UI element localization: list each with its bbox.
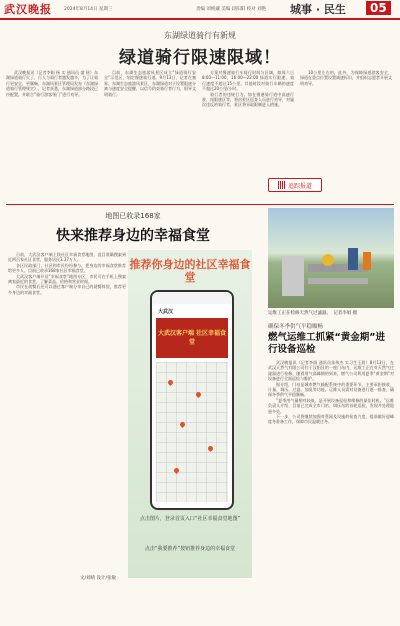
issue-date: 2024年8月14日 星期三 [64, 7, 113, 12]
lead-headline: 绿道骑行限速限域！ [119, 48, 281, 68]
lead-kicker: 东湖绿道骑行有新规 [164, 31, 236, 40]
article-paragraph: 武汉晚报讯（记者李娟 通讯员朱伟杰 实习生王晨）8月13日，在武汉天然气有限公司位于汉阳区的一座门站内，运维工正在对天然气过滤器进行检修。随着用气高峰期的到来，燃气公司利用夏季“黄金期”对设备进行全面巡检与维护。 [268, 360, 394, 382]
article-paragraph: 各区民政部门，社区和市民纷纷参与，把身边的幸福食堂推荐给更多人。目前已收录168家社区幸福食堂。 [8, 262, 126, 274]
lead-paragraph: 武汉晚报讯（记者李娟 杨 实 通讯员 童 瑶）东湖绿道骑行火了，行人与骑行者越发越多，为了让骑行更安全、更顺畅，东湖风景区管理局发布《东湖绿道骑行管理规定》，记者获悉，东湖绿道部分路段已经配置，并联合“骑行游客领门”进行劝导。 [6, 70, 98, 97]
app-name: 大武汉 [158, 309, 174, 315]
poster-title: 推荐你身边的社区幸福食堂 [129, 258, 251, 284]
map-headline: 快来推荐身边的幸福食堂 [56, 228, 210, 244]
article-paragraph: 下一步，公司将继续加强对管网及设施的检查力度，提前做好迎峰度冬准备工作，保障市民温暖过冬。 [268, 414, 394, 425]
follow-up-label: 追踪报道 [287, 182, 312, 190]
lead-paragraph: 方案对慢速骑行车骑行时间与区域，如周六日8:00—11:00、16:00—22:00 绿道实行限速，骑行速度不超过15公里。其他时段对骑行车辆的速度不超过20公里/小时。 [202, 70, 294, 92]
poster-caption: 点击“我要推荐”按钮推荐身边的幸福食堂 [144, 546, 236, 552]
header-rule [0, 18, 400, 20]
article-paragraph: 市民在就餐后还可以通过客户端分享自己的就餐体验，推荐更多身边的幸福食堂。 [8, 284, 126, 295]
photo-caption: 运维工正在检修天然气过滤器。 记者李娟 摄 [268, 311, 358, 316]
map-kicker: 地图已收录168家 [105, 212, 161, 220]
lead-column [6, 70, 98, 200]
lead-column [104, 70, 196, 200]
lead-paragraph: 骑行者的违规行为，如在慢速骑行道中高速行驶、闯限速区等，将由景区巡查人员进行劝导，对屡次违反的骑行者，景区将采取限制进入措施。 [202, 91, 294, 108]
lead-paragraph: 10公里左右的，此外，为保障绿道游客安全，绿道在重点位置设置减速标识，并组织志愿者开展文明劝导。 [300, 70, 392, 86]
map-pin-icon[interactable] [173, 467, 180, 474]
lead-body [6, 70, 396, 200]
poster-caption: 点击图片，登录首页入口“社区幸福食堂地图” [139, 516, 241, 522]
map-pin-icon[interactable] [167, 379, 174, 386]
phone-status-bar [152, 292, 232, 304]
follow-up-qr-button[interactable] [268, 178, 322, 192]
editor-credits: 责编 刘焕藏 美编 段阳阳 校对 刘艳 [196, 7, 267, 12]
article-paragraph: “夏季用气量相对较低，是开展设备巡检和维修的最佳时机。”运维负责人介绍，目前已完成全市门站、调压站的首轮巡检，发现并处理隐患多处。 [268, 397, 394, 414]
app-promo-poster [128, 250, 252, 578]
lead-paragraph: 目前，东湖生态旅游风景区成立“绿道骑行安全”示范区，划定慢速骑行道。9月13日，记者在塞界、东湖生态旅游风景区，东湖绿道对于设置限速分离与速度安全提醒，以信号约束骑行者行为，倡导文明骑行。 [104, 70, 196, 97]
page-number: 05 [366, 1, 391, 15]
map-pin-icon[interactable] [179, 421, 186, 428]
article-paragraph: 据介绍，门站是城市燃气输配系统中的重要环节，主要承担接收、计量、调压、过滤、加臭等功能。运维人员需对设备进行逐一排查，确保冬季供气平稳顺畅。 [268, 381, 394, 398]
section-title: 城事 · 民生 [290, 3, 346, 16]
map-pin-icon[interactable] [195, 391, 202, 398]
news-photo [268, 208, 394, 308]
gas-station-illustration [268, 208, 394, 308]
article-paragraph: 大武汉客户端开设“幸福食堂”地图专区，市民可在手机上搜索离家最近的食堂，了解菜品、价格和营业时间。 [8, 273, 126, 285]
gas-article-text [268, 360, 394, 620]
map-pin-icon[interactable] [207, 445, 214, 452]
gas-headline: 燃气运维工抓紧“黄金期”进行设备巡检 [268, 332, 385, 355]
phone-mockup [150, 290, 234, 510]
qr-code-icon [278, 181, 286, 189]
gas-kicker: 确保冬季供气平稳順畅 [268, 324, 324, 330]
map-article-text [8, 252, 126, 580]
byline: 文/刘晴 设计/张敏 [80, 576, 116, 581]
section-divider [6, 204, 394, 205]
app-banner: 大武汉客户端 社区幸福食堂 [156, 318, 228, 358]
article-paragraph: 日前，大武汉客户端上线社区幸福食堂地图，直目准确搜索到近两百家社区食堂，服务居民3.37万人。 [8, 252, 126, 263]
masthead [0, 0, 400, 18]
canteen-map[interactable] [156, 362, 228, 502]
newspaper-logo: 武汉晚报 [4, 3, 52, 16]
